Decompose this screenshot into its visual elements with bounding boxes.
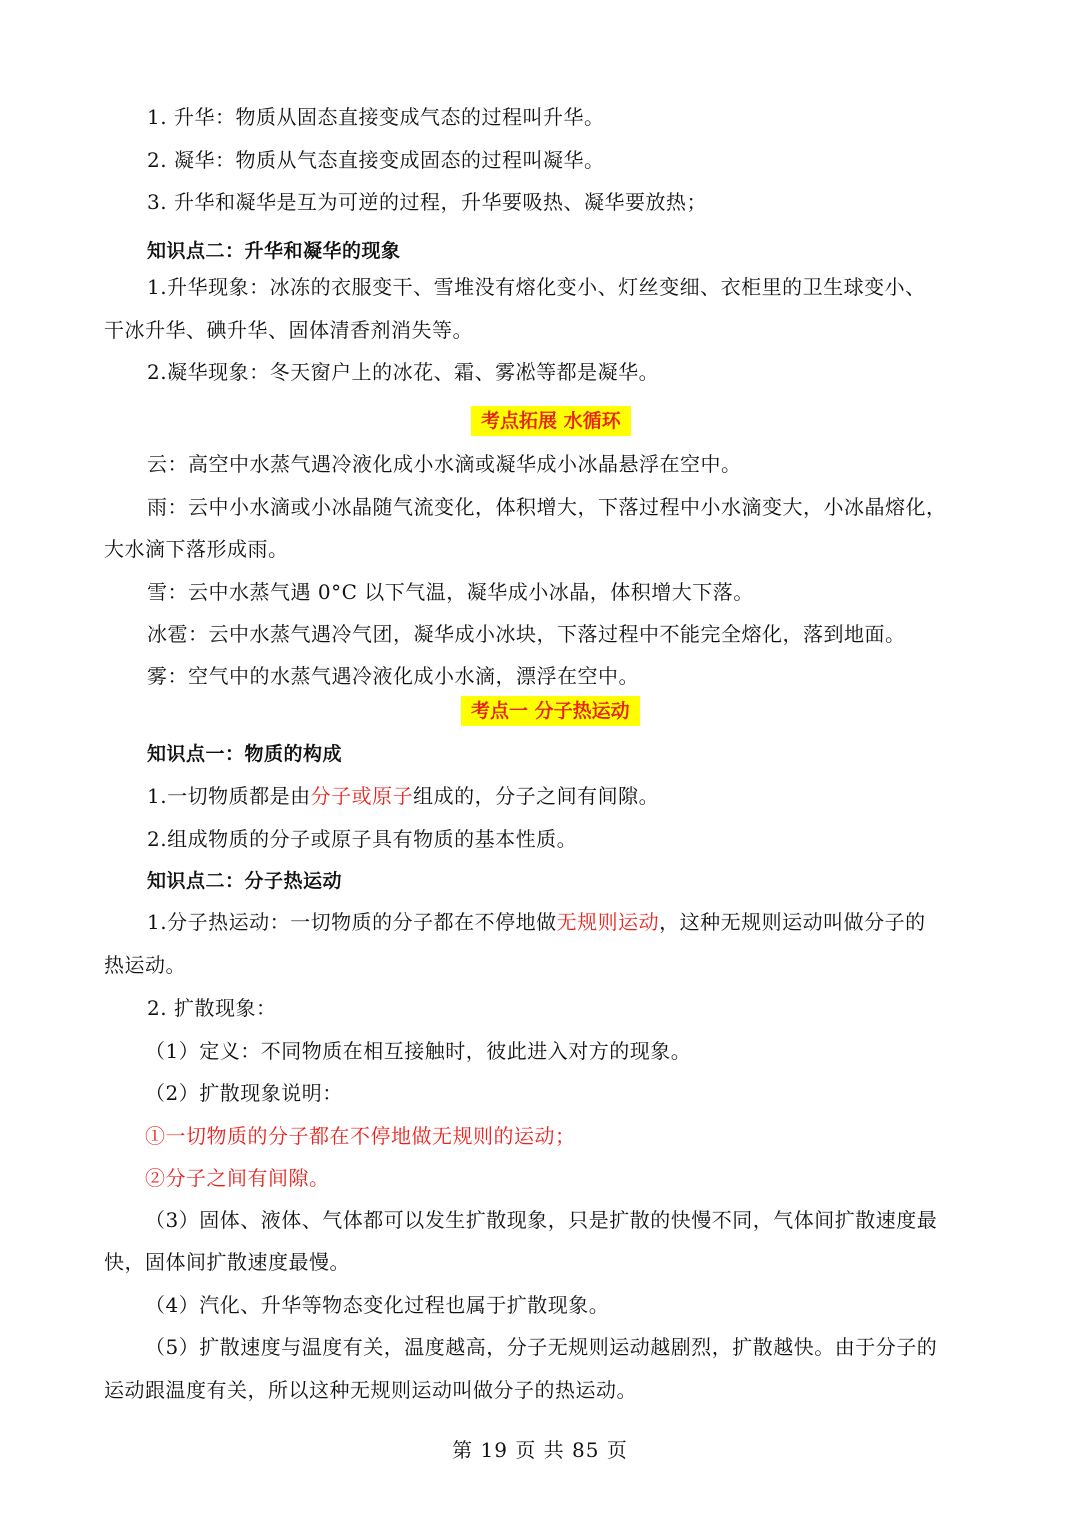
page-number: 第 19 页 共 85 页: [452, 1438, 628, 1462]
text-segment: 1.分子热运动：一切物质的分子都在不停地做: [147, 910, 557, 934]
sublimation-phenomena-line2: 干冰升华、碘升华、固体清香剂消失等。: [104, 318, 473, 342]
highlight-text: 分子或原子: [310, 784, 414, 808]
matter-properties-line: 2.组成物质的分子或原子具有物质的基本性质。: [147, 827, 578, 851]
diffusion-explanation-heading: （2）扩散现象说明：: [145, 1081, 343, 1105]
snow-line: 雪：云中水蒸气遇 0°C 以下气温，凝华成小冰晶，体积增大下落。: [147, 580, 754, 604]
text-segment: 1.一切物质都是由: [147, 784, 311, 808]
matter-composition-line: [147, 782, 659, 810]
rain-line1: 雨：云中小水滴或小冰晶随气流变化，体积增大，下落过程中小水滴变大，小冰晶熔化，: [147, 495, 947, 519]
diffusion-temperature-line1: （5）扩散速度与温度有关，温度越高，分子无规则运动越剧烈，扩散越快。由于分子的: [145, 1335, 938, 1359]
diffusion-temperature-line2: 运动跟温度有关，所以这种无规则运动叫做分子的热运动。: [104, 1378, 637, 1402]
sublimation-definition: 1. 升华：物质从固态直接变成气态的过程叫升华。: [147, 105, 605, 129]
section-heading: 知识点二：升华和凝华的现象: [147, 240, 401, 262]
text-segment: ，这种无规则运动叫做分子的: [659, 910, 926, 934]
deposition-phenomena: 2.凝华现象：冬天窗户上的冰花、霜、雾凇等都是凝华。: [147, 360, 660, 384]
text-segment: 组成的，分子之间有间隙。: [413, 784, 660, 808]
diffusion-definition: （1）定义：不同物质在相互接触时，彼此进入对方的现象。: [145, 1039, 692, 1063]
diffusion-point-1: ①一切物质的分子都在不停地做无规则的运动；: [145, 1124, 576, 1148]
diffusion-phase-change: （4）汽化、升华等物态变化过程也属于扩散现象。: [145, 1293, 610, 1317]
diffusion-point-2: ②分子之间有间隙。: [145, 1166, 330, 1190]
fog-line: 雾：空气中的水蒸气遇冷液化成小水滴，漂浮在空中。: [147, 664, 639, 688]
thermal-motion-line2: 热运动。: [104, 953, 186, 977]
section-heading: 知识点二：分子热运动: [147, 870, 343, 892]
cloud-line: 云：高空中水蒸气遇冷液化成小水滴或凝华成小冰晶悬浮在空中。: [147, 452, 742, 476]
diffusion-states-line2: 快，固体间扩散速度最慢。: [104, 1250, 350, 1274]
rain-line2: 大水滴下落形成雨。: [104, 537, 289, 561]
reversible-process-note: 3. 升华和凝华是互为可逆的过程，升华要吸热、凝华要放热；: [147, 190, 707, 214]
section-heading: 知识点一：物质的构成: [147, 743, 343, 765]
diffusion-heading: 2. 扩散现象：: [147, 996, 277, 1020]
diffusion-states-line1: （3）固体、液体、气体都可以发生扩散现象，只是扩散的快慢不同，气体间扩散速度最: [145, 1208, 938, 1232]
sublimation-phenomena-line1: 1.升华现象：冰冻的衣服变干、雪堆没有熔化变小、灯丝变细、衣柜里的卫生球变小、: [147, 275, 926, 299]
thermal-motion-line1: [147, 908, 926, 936]
highlight-text: 无规则运动: [556, 910, 660, 934]
deposition-definition: 2. 凝华：物质从气态直接变成固态的过程叫凝华。: [147, 148, 605, 172]
highlight-banner-water-cycle: 考点拓展 水循环: [471, 406, 631, 436]
hail-line: 冰雹：云中水蒸气遇冷气团，凝华成小冰块，下落过程中不能完全熔化，落到地面。: [147, 622, 906, 646]
highlight-banner-molecular-motion: 考点一 分子热运动: [461, 696, 640, 726]
